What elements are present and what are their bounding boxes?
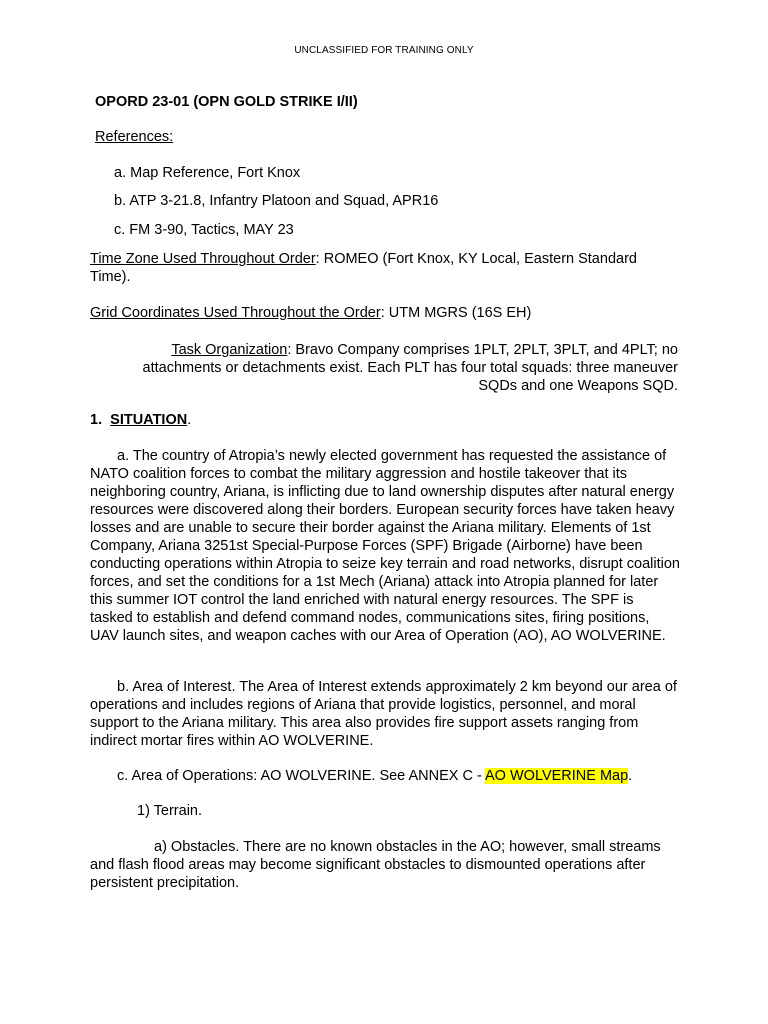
task-organization-paragraph xyxy=(110,341,678,395)
obstacles-text: a) Obstacles. There are no known obstacles in the AO; however, small streams and flash flood areas may become significant obstacles to dismounted operations after persistent precipitation. xyxy=(90,839,661,891)
reference-item-a: a. Map Reference, Fort Knox xyxy=(114,165,301,181)
document-title: OPORD 23-01 (OPN GOLD STRIKE I/II) xyxy=(95,94,358,110)
situation-paragraph-c xyxy=(117,767,677,785)
references-heading: References: xyxy=(95,129,174,145)
classification-header: UNCLASSIFIED FOR TRAINING ONLY xyxy=(294,45,474,56)
task-organization-text: : Bravo Company comprises 1PLT, 2PLT, 3PLT, and 4PLT; no attachments or detachments exist. Each PLT has four total squads: three maneuver SQDs and one Weapons SQD. xyxy=(142,342,678,394)
grid-coordinates-label: Grid Coordinates Used Throughout the Order xyxy=(90,305,381,321)
annex-c-map-link[interactable]: AO WOLVERINE Map xyxy=(485,768,629,784)
grid-coordinates-line xyxy=(90,304,531,322)
situation-paragraph-b-text: b. Area of Interest. The Area of Interest extends approximately 2 km beyond our area of operations and includes regions of Ariana that provide logistics, personnel, and moral support to the Ariana military. This area also provides fire support assets ranging from indirect mortar fires within AO WOLVERINE. xyxy=(90,679,677,749)
reference-item-c: c. FM 3-90, Tactics, MAY 23 xyxy=(114,222,294,238)
situation-paragraph-c-suffix: . xyxy=(628,768,633,784)
terrain-heading: 1) Terrain. xyxy=(137,803,203,819)
task-organization-label: Task Organization xyxy=(171,342,288,358)
situation-title: SITUATION xyxy=(110,412,188,428)
grid-coordinates-value: : UTM MGRS (16S EH) xyxy=(380,305,532,321)
situation-number: 1. xyxy=(90,412,103,428)
situation-heading xyxy=(90,412,191,428)
time-zone-line xyxy=(90,250,675,286)
time-zone-value: : ROMEO (Fort Knox, KY Local, Eastern Standard Time). xyxy=(90,251,637,285)
situation-paragraph-a-text: a. The country of Atropia’s newly elected government has requested the assistance of NATO coalition forces to combat the military aggression and hostile takeover that its neighboring country, Ariana, is inflicting due to land ownership disputes after natural energy resources were discovered along their borders. European security forces have taken heavy losses and are unable to secure their border against the Ariana military. Elements of 1st Company, Ariana 3251st Special-Purpose Forces (SPF) Brigade (Airborne) have been conducting operations within Atropia to seize key terrain and road networks, disrupt coalition forces, and set the conditions for a 1st Mech (Ariana) attack into Atropia planned for later this summer IOT control the land enriched with natural energy resources. The SPF is tasked to establish and defend command nodes, communications sites, firing positions, UAV launch sites, and weapon caches with our Area of Operation (AO), AO WOLVERINE. xyxy=(90,448,680,644)
situation-paragraph-b xyxy=(90,678,680,750)
time-zone-label: Time Zone Used Throughout Order xyxy=(90,251,316,267)
reference-item-b: b. ATP 3-21.8, Infantry Platoon and Squad, APR16 xyxy=(114,193,439,209)
situation-suffix: . xyxy=(187,412,192,428)
situation-paragraph-a xyxy=(90,447,680,645)
situation-paragraph-c-text: c. Area of Operations: AO WOLVERINE. See ANNEX C - xyxy=(117,768,486,784)
obstacles-paragraph xyxy=(90,838,680,892)
